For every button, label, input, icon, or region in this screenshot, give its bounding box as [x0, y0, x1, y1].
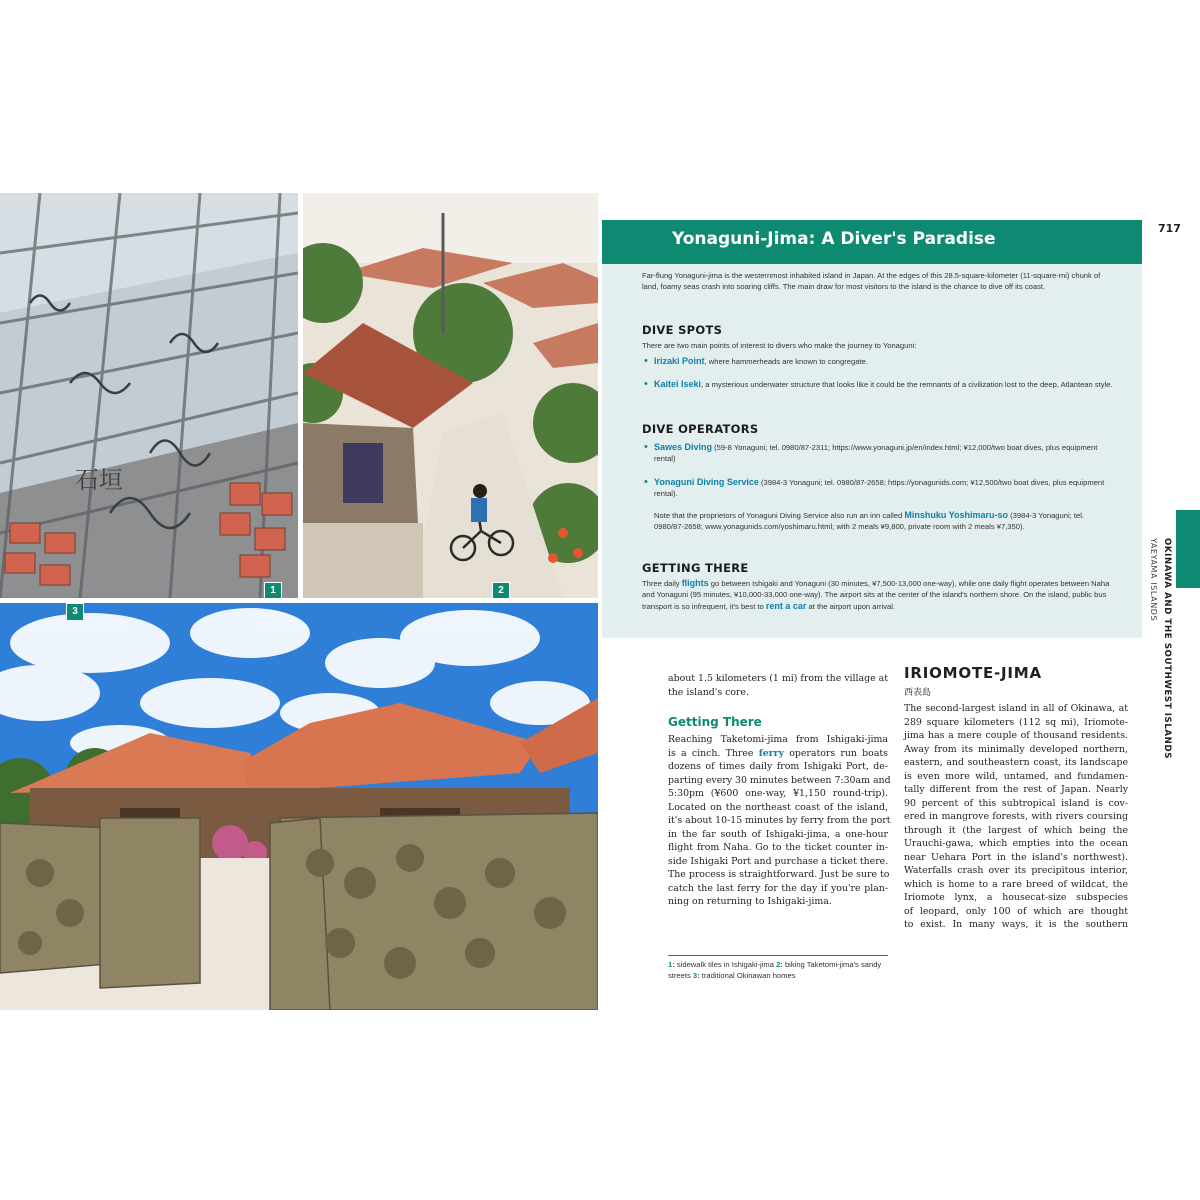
dive-spots-heading: DIVE SPOTS	[642, 323, 723, 337]
text-line: The second-largest island in all of Okinawa, at	[904, 703, 1128, 714]
inn-name: Minshuku Yoshimaru-so	[904, 510, 1009, 520]
text-line: Iriomote lynx, a housecat-size subspecies	[904, 892, 1128, 903]
text-line: parting every 30 minutes between 7:30am and	[668, 774, 891, 786]
caption-text: sidewalk tiles in Ishigaki-jima	[674, 960, 777, 969]
svg-text:石垣: 石垣	[75, 466, 123, 494]
caption-rule	[668, 955, 888, 956]
gt-rent-car-link: rent a car	[765, 600, 807, 611]
text-line: through it (the largest of which being the	[904, 824, 1128, 836]
caption-num: 1:	[668, 960, 675, 969]
text-line: tally different from the rest of Japan. Nearly	[904, 784, 1128, 795]
text-line: catch the last ferry for the day if you're plan-	[668, 882, 888, 894]
street-illustration	[303, 193, 598, 598]
text-line: eastern, and southeastern coast, its landscape	[904, 757, 1128, 768]
text-line: 90 percent of this subtropical island is cov-	[904, 797, 1128, 809]
photo-badge-3: 3	[66, 603, 84, 621]
iriomote-kanji: 西表島	[904, 688, 932, 698]
page-number: 717	[1158, 222, 1181, 235]
getting-there-heading: Getting There	[668, 715, 762, 729]
text-line: is even more wild, untamed, and fundamen-	[904, 770, 1128, 782]
dive-operator-item	[642, 477, 1114, 500]
text-line: it's about 10-15 minutes by ferry from the port	[668, 815, 891, 826]
dive-spots-intro: There are two main points of interest to divers who make the journey to Yonaguni:	[642, 341, 917, 350]
text-line: flight from Naha. Go to the ticket counter in-	[668, 842, 888, 853]
sidebar-header	[602, 220, 1142, 264]
text-line: Waterfalls crash over its precipitous interior,	[904, 865, 1128, 876]
inn-note	[654, 510, 1114, 533]
text-line: of leopard, only 100 of which are thought	[904, 905, 1128, 917]
dive-operator-text: (59-8 Yonaguni; tel. 0980/87-2311; https://www.yonaguni.jp/en/index.html; ¥12,000/two boat dives, plus equipment rental)	[654, 443, 1098, 464]
text-line: to exist. In many ways, it is the southern	[904, 919, 1128, 930]
gt-flights-link: flights	[681, 578, 709, 588]
left-text-body	[668, 733, 891, 909]
dive-spot-text: , a mysterious underwater structure that looks like it could be the remnants of a civilization lost to the deep, Atlantean style.	[701, 380, 1113, 389]
photo-badge-2: 2	[492, 582, 510, 598]
gt-text-2: go between Ishigaki and Yonaguni (30 minutes, ¥7,500-13,000 one-way), while one daily flight operates between Naha and Yonaguni (95 minutes, ¥10,000-33,000 one-way). The airport sits at the center of the island's northern shore. On the island, public bus transport is so infrequent, it's best to	[642, 579, 1110, 611]
getting-there-sidebar-text	[642, 578, 1114, 612]
caption-text: traditional Okinawan homes	[699, 970, 796, 980]
text-line: The process is straightforward. Just be sure to	[668, 869, 890, 880]
caption-num: 2:	[776, 960, 783, 969]
dive-spot-item	[642, 356, 1114, 367]
photo-traditional-homes	[0, 603, 598, 1010]
running-head	[1150, 538, 1174, 768]
text-line: Reaching Taketomi-jima from Ishigaki-jima	[668, 734, 888, 745]
text-line: ning on returning to Ishigaki-jima.	[668, 896, 832, 907]
homes-illustration	[0, 603, 598, 1010]
sidebar-title: Yonaguni-Jima: A Diver's Paradise	[672, 229, 996, 249]
dive-spot-text: , where hammerheads are known to congregate.	[704, 357, 868, 366]
text-line: which is home to a rare breed of wildcat, the	[904, 878, 1128, 890]
text-line: dozens of times daily from Ishigaki Port, de-	[668, 761, 888, 772]
text-line: jima has a mere couple of thousand residents.	[904, 730, 1128, 741]
getting-there-sidebar-heading: GETTING THERE	[642, 561, 749, 575]
text-line: Urauchi-gawa, which empties into the ocean	[904, 838, 1128, 849]
photo-badge-1: 1	[264, 582, 282, 598]
right-text-column	[904, 702, 1128, 932]
dive-spot-name: Kaitei Iseki	[654, 379, 702, 389]
caption-text: biking Taketomi-jima's sandy streets	[668, 960, 882, 980]
text-line: Located on the northeast coast of the island,	[668, 801, 888, 813]
text-line: ered in mangrove forests, with rivers coursing	[904, 811, 1128, 822]
photo-biking-street	[303, 193, 598, 598]
dive-spot-name: Irizaki Point	[654, 356, 705, 366]
ferry-keyword: ferry	[758, 747, 785, 759]
dive-operator-name: Sawes Diving	[654, 442, 713, 452]
gt-text-1: Three daily	[642, 579, 682, 588]
left-text-column	[668, 672, 888, 699]
text-line: near Uehara Port in the island's northwest).	[904, 851, 1128, 863]
text-line: about 1.5 kilometers (1 mi) from the village at	[668, 673, 888, 684]
dive-spot-item	[642, 379, 1114, 390]
dive-operator-name: Yonaguni Diving Service	[654, 477, 759, 487]
inn-note-before: Note that the proprietors of Yonaguni Diving Service also run an inn called	[654, 511, 905, 520]
running-head-title: OKINAWA AND THE SOUTHWEST ISLANDS	[1162, 538, 1172, 759]
text-line: side Ishigaki Port and purchase a ticket there.	[668, 855, 889, 867]
text-line: 5:30pm (¥600 one-way, ¥1,150 round-trip).	[668, 788, 888, 799]
section-tab	[1176, 510, 1200, 588]
running-head-subtitle: YAEYAMA ISLANDS	[1149, 538, 1158, 622]
photo-caption	[668, 960, 888, 982]
text-line: in the far south of Ishigaki-jima, a one-hour	[668, 828, 888, 840]
tiles-illustration	[0, 193, 298, 598]
photo-sidewalk-tiles	[0, 193, 298, 598]
dive-operator-item	[642, 442, 1114, 465]
gt-text-3: at the airport upon arrival.	[806, 601, 896, 611]
caption-num: 3:	[692, 970, 700, 980]
inn-note-after: (3984-3 Yonaguni; tel. 0980/87-2658; www.yonagunids.com/yoshimaru.html; with 2 meals ¥9,800, private room with 2 meals ¥7,350).	[654, 511, 1085, 532]
text-line: the island's core.	[668, 686, 750, 698]
iriomote-heading: IRIOMOTE-JIMA	[904, 664, 1042, 682]
sidebar-box	[602, 220, 1142, 638]
dive-operators-heading: DIVE OPERATORS	[642, 422, 759, 436]
text-line: Away from its minimally developed northern,	[904, 743, 1128, 755]
sidebar-intro: Far-flung Yonaguni-jima is the westernmost inhabited island in Japan. At the edges of this 28.5-square-kilometer (11-square-mi) chunk of land, foamy seas crash into soaring cliffs. The main draw for most visitors to the island is the chance to dive off its coast.	[642, 271, 1101, 292]
text-line: 289 square kilometers (112 sq mi), Iriomote-	[904, 716, 1128, 728]
dive-operator-text: (3984-3 Yonaguni; tel. 0980/87-2658; https://yonagunids.com; ¥12,500/two boat dives, plus equipment rental).	[654, 478, 1105, 499]
text-line: is a cinch. Three ferry operators run boats	[668, 747, 888, 759]
